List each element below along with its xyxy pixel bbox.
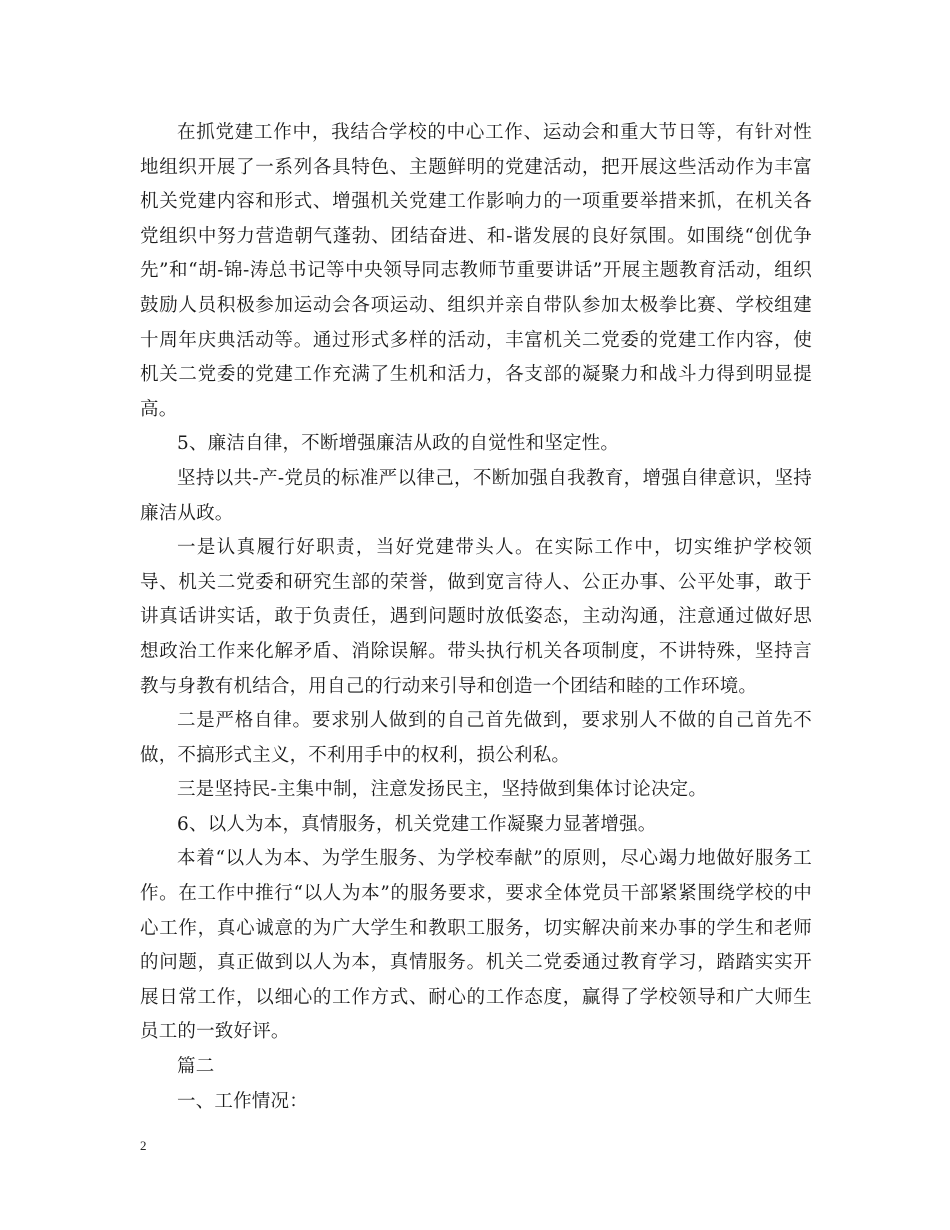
paragraph-service-principle: 本着“以人为本、为学生服务、为学校奉献”的原则，尽心竭力地做好服务工作。在工作中推行“以人为本”的服务要求，要求全体党员干部紧紧围绕学校的中心工作，真心诚意的为广大学生和教职工服务，切实解决前来办事的学生和老师的问题，真正做到以人为本，真情服务。机关二党委通过教育学习，踏踏实实开展日常工作，以细心的工作方式、耐心的工作态度，赢得了学校领导和广大师生员工的一致好评。 [140,848,812,1043]
paragraph-self-discipline: 坚持以共-产-党员的标准严以律己，不断加强自我教育，增强自律意识，坚持廉洁从政。 [140,467,812,524]
page-number: 2 [140,1138,147,1153]
paragraph-point-one: 一是认真履行好职责，当好党建带头人。在实际工作中，切实维护学校领导、机关二党委和研究生部的荣誉，做到宽言待人、公正办事、公平处事，敢于讲真话讲实话，敢于负责任，遇到问题时放低姿态，主动沟通，注意通过做好思想政治工作来化解矛盾、消除误解。带头执行机关各项制度，不讲特殊，坚持言教与身教有机结合，用自己的行动来引导和创造一个团结和睦的工作环境。 [140,537,812,697]
paragraph-point-two: 二是严格自律。要求别人做到的自己首先做到，要求别人不做的自己首先不做，不搞形式主义，不利用手中的权利，损公利私。 [140,710,812,766]
paragraph-party-building-activities: 在抓党建工作中，我结合学校的中心工作、运动会和重大节日等，有针对性地组织开展了一系列各具特色、主题鲜明的党建活动，把开展这些活动作为丰富机关党建内容和形式、增强机关党建工作影响力的一项重要举措来抓，在机关各党组织中努力营造朝气蓬勃、团结奋进、和-谐发展的良好氛围。如围绕“创优争先”和“胡-锦-涛总书记等中央领导同志教师节重要讲话”开展主题教育活动，组织鼓励人员积极参加运动会各项运动、组织并亲自带队参加太极拳比赛、学校组建十周年庆典活动等。通过形式多样的活动，丰富机关二党委的党建工作内容，使机关二党委的党建工作充满了生机和活力，各支部的凝聚力和战斗力得到明显提高。 [140,122,812,420]
paragraph-point-three: 三是坚持民-主集中制，注意发扬民主，坚持做到集体讨论决定。 [177,779,708,801]
document-body [140,116,812,1119]
paragraph-heading-people-oriented: 6、以人为本，真情服务，机关党建工作凝聚力显著增强。 [177,813,657,835]
paragraph-work-situation-heading: 一、工作情况： [177,1090,308,1112]
paragraph-heading-integrity: 5、廉洁自律，不断增强廉洁从政的自觉性和坚定性。 [177,433,620,455]
paragraph-section-title: 篇二 [177,1056,215,1078]
